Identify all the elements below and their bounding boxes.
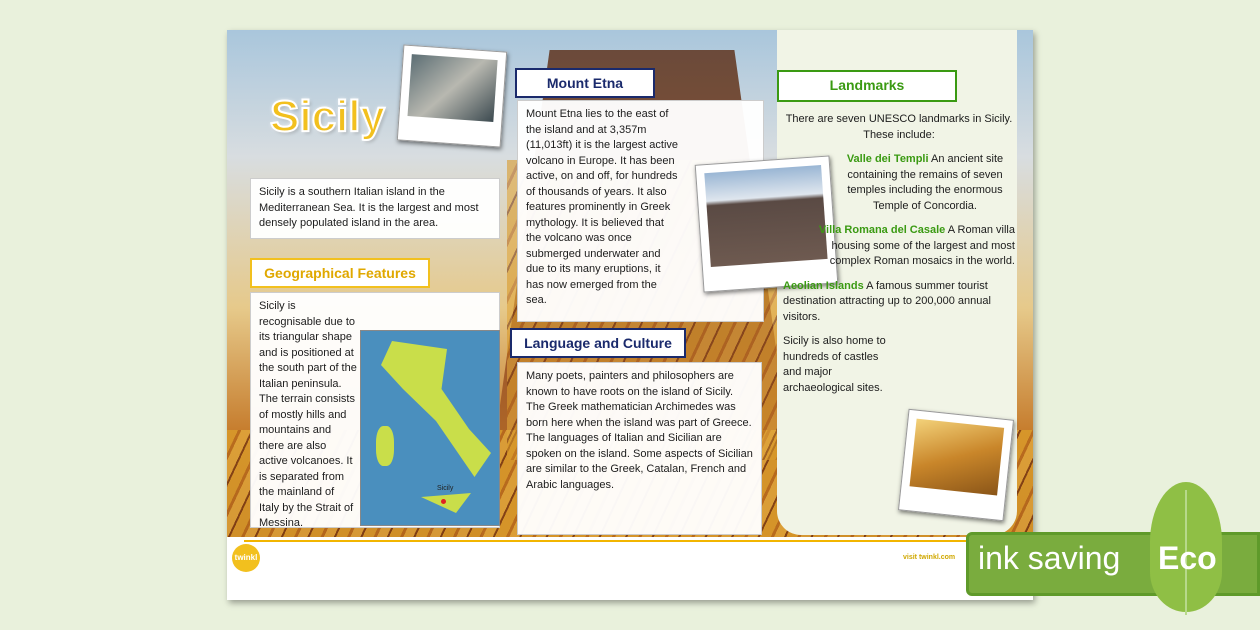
footer-divider [244,540,1004,542]
landmark-item: Aeolian Islands A famous summer tourist destination attracting up to 200,000 annual visitors. [783,279,991,323]
geo-text: Sicily is recognisable due to its triangular shape and is positioned at the south part of the Italian peninsula. The terrain consists of mostly hills and mountains and there are also active volcanoes. It is separated from the mainland of Italy by the Strait of Messina. [259,300,357,529]
map-label: Sicily [437,485,454,492]
landmarks-heading: Landmarks [777,70,957,102]
twinkl-logo[interactable]: twinkl [232,544,260,572]
landmark-item: Valle dei Templi An ancient site containing the remains of seven temples including the enormous Temple of Concordia. [846,153,1004,212]
footer-link[interactable]: visit twinkl.com [903,554,956,561]
language-heading: Language and Culture [510,328,686,358]
geo-heading: Geographical Features [250,258,430,288]
etna-heading: Mount Etna [515,68,655,98]
landmark-item: Villa Romana del Casale A Roman villa housing some of the largest and most complex Roman mosaics in the world. [818,224,1015,267]
poster [227,30,1033,600]
photo-volcano [898,409,1014,522]
landmarks-list [783,112,1015,396]
landmarks-outro: Sicily is also home to hundreds of castles and major archaeological sites. [783,335,886,394]
italy-map [360,330,500,526]
etna-text: Mount Etna lies to the east of the island and at 3,357m (11,013ft) it is the largest active volcano in Europe. It has been active, on and off, for hundreds of thousands of years. It also features prominently in Greek mythology. It is believed that the volcano was once submerged underwater and due to its many eruptions, it has now emerged from the sea. [526,108,679,306]
intro-text: Sicily is a southern Italian island in the Mediterranean Sea. It is the largest and most densely populated island in the area. [250,178,500,239]
page-title: Sicily [270,92,385,141]
badge-text: ink saving [978,540,1121,576]
map-marker [441,499,446,504]
language-text: Many poets, painters and philosophers are known to have roots on the island of Sicily. The Greek mathematician Archimedes was born here when the island was part of Greece. The languages of Italian and Sicilian are spoken on the island. Some aspects of Sicilian are similar to the Greek, Catalan, French and Arabic languages. [517,362,762,535]
badge-eco: Eco [1158,540,1217,576]
photo-eruption [397,44,507,147]
landmarks-intro: There are seven UNESCO landmarks in Sicily. These include: [785,113,1013,141]
